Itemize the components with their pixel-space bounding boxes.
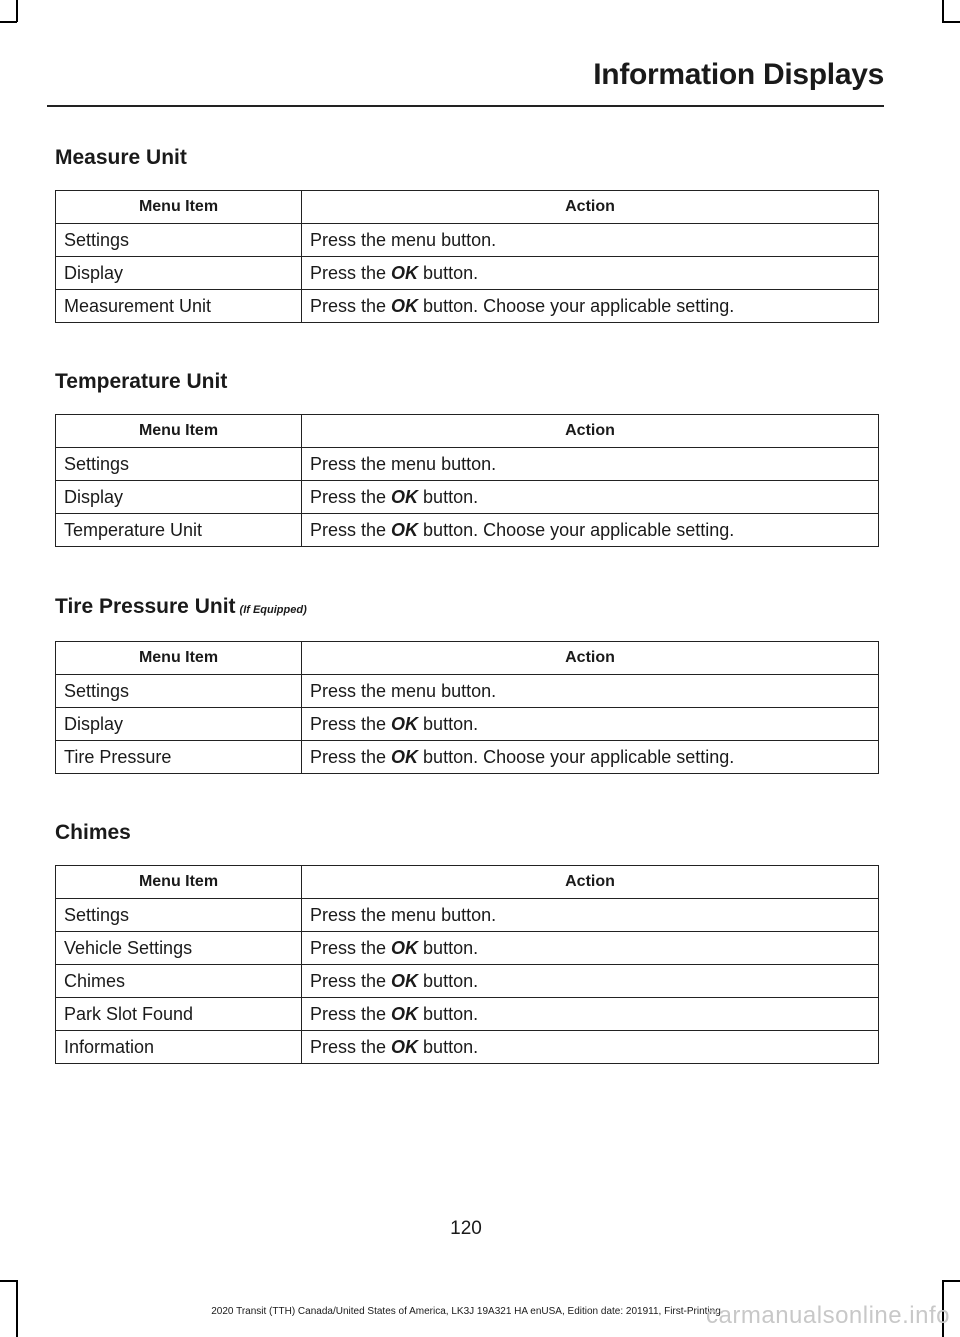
action-text-suffix: button. <box>418 486 479 507</box>
column-header-menu-item: Menu Item <box>56 415 302 448</box>
column-header-action: Action <box>302 866 879 899</box>
ok-button-label: OK <box>391 970 419 991</box>
menu-item-cell: Measurement Unit <box>56 290 302 323</box>
action-cell <box>302 224 879 257</box>
action-text: Press the <box>310 937 392 958</box>
menu-item-cell: Display <box>56 257 302 290</box>
page-title: Information Displays <box>593 58 884 91</box>
menu-item-cell: Settings <box>56 224 302 257</box>
menu-item-cell: Settings <box>56 899 302 932</box>
ok-button-label: OK <box>391 262 419 283</box>
action-text: Press the <box>310 970 392 991</box>
action-cell <box>302 514 879 547</box>
action-cell <box>302 448 879 481</box>
action-cell <box>302 675 879 708</box>
action-text-suffix: button. Choose your applicable setting. <box>418 746 735 767</box>
ok-button-label: OK <box>391 295 419 316</box>
section-title-text: Temperature Unit <box>55 370 228 393</box>
menu-item-cell: Vehicle Settings <box>56 932 302 965</box>
action-cell <box>302 481 879 514</box>
action-cell <box>302 741 879 774</box>
crop-mark-bottom-left-horizontal <box>0 1280 17 1282</box>
action-text: Press the menu button. <box>310 229 497 250</box>
table-row <box>56 998 879 1031</box>
column-header-menu-item: Menu Item <box>56 642 302 675</box>
table-row <box>56 290 879 323</box>
action-text-suffix: button. <box>418 937 479 958</box>
action-cell <box>302 257 879 290</box>
ok-button-label: OK <box>391 519 419 540</box>
watermark: carmanualsonline.info <box>706 1302 950 1329</box>
menu-item-cell: Information <box>56 1031 302 1064</box>
menu-item-cell: Park Slot Found <box>56 998 302 1031</box>
action-text: Press the <box>310 1036 392 1057</box>
action-text: Press the menu button. <box>310 680 497 701</box>
table-row <box>56 1031 879 1064</box>
ok-button-label: OK <box>391 937 419 958</box>
ok-button-label: OK <box>391 1036 419 1057</box>
action-text: Press the menu button. <box>310 904 497 925</box>
table-row <box>56 224 879 257</box>
column-header-action: Action <box>302 415 879 448</box>
menu-item-cell: Display <box>56 708 302 741</box>
menu-item-cell: Tire Pressure <box>56 741 302 774</box>
table-row <box>56 741 879 774</box>
header-divider <box>47 105 884 107</box>
action-text: Press the <box>310 1003 392 1024</box>
ok-button-label: OK <box>391 1003 419 1024</box>
action-text-suffix: button. <box>418 262 479 283</box>
if-equipped-note: (If Equipped) <box>239 604 307 616</box>
table-header-row <box>56 415 879 448</box>
section-title-text: Tire Pressure Unit <box>55 595 236 618</box>
table-row <box>56 481 879 514</box>
action-text-suffix: button. <box>418 1003 479 1024</box>
action-text-suffix: button. Choose your applicable setting. <box>418 519 735 540</box>
menu-item-cell: Settings <box>56 448 302 481</box>
action-text: Press the <box>310 713 392 734</box>
action-text: Press the <box>310 519 392 540</box>
menu-item-cell: Chimes <box>56 965 302 998</box>
action-cell <box>302 932 879 965</box>
ok-button-label: OK <box>391 746 419 767</box>
section-title-measure-unit <box>55 146 187 170</box>
table-row <box>56 965 879 998</box>
crop-mark-top-left-vertical <box>16 0 18 22</box>
action-text: Press the <box>310 746 392 767</box>
action-text: Press the <box>310 295 392 316</box>
table-header-row <box>56 642 879 675</box>
ok-button-label: OK <box>391 486 419 507</box>
action-text-suffix: button. <box>418 1036 479 1057</box>
crop-mark-top-right-horizontal <box>942 21 960 23</box>
action-text-suffix: button. Choose your applicable setting. <box>418 295 735 316</box>
table-tire-pressure-unit <box>55 641 879 774</box>
section-title-temperature-unit <box>55 370 227 394</box>
table-row <box>56 257 879 290</box>
action-text: Press the <box>310 486 392 507</box>
action-cell <box>302 965 879 998</box>
footer-edition-text: 2020 Transit (TTH) Canada/United States of America, LK3J 19A321 HA enUSA, Edition date: 201911, First-Printing <box>211 1306 721 1317</box>
section-title-chimes <box>55 821 131 845</box>
menu-item-cell: Temperature Unit <box>56 514 302 547</box>
table-chimes <box>55 865 879 1064</box>
section-title-tire-pressure-unit <box>55 595 307 619</box>
column-header-action: Action <box>302 642 879 675</box>
menu-item-cell: Settings <box>56 675 302 708</box>
action-text: Press the menu button. <box>310 453 497 474</box>
page-number: 120 <box>450 1218 482 1239</box>
table-row <box>56 708 879 741</box>
table-temperature-unit <box>55 414 879 547</box>
table-row <box>56 448 879 481</box>
action-text-suffix: button. <box>418 970 479 991</box>
column-header-menu-item: Menu Item <box>56 866 302 899</box>
action-cell <box>302 708 879 741</box>
action-cell <box>302 290 879 323</box>
action-text: Press the <box>310 262 392 283</box>
section-title-text: Measure Unit <box>55 146 187 169</box>
table-header-row <box>56 866 879 899</box>
section-title-text: Chimes <box>55 821 131 844</box>
action-cell <box>302 1031 879 1064</box>
action-cell <box>302 998 879 1031</box>
table-row <box>56 675 879 708</box>
crop-mark-bottom-right-horizontal <box>942 1280 960 1282</box>
crop-mark-top-left-horizontal <box>0 21 17 23</box>
menu-item-cell: Display <box>56 481 302 514</box>
table-row <box>56 514 879 547</box>
table-measure-unit <box>55 190 879 323</box>
action-cell <box>302 899 879 932</box>
action-text-suffix: button. <box>418 713 479 734</box>
ok-button-label: OK <box>391 713 419 734</box>
crop-mark-top-right-vertical <box>942 0 944 22</box>
table-row <box>56 932 879 965</box>
table-row <box>56 899 879 932</box>
column-header-action: Action <box>302 191 879 224</box>
column-header-menu-item: Menu Item <box>56 191 302 224</box>
table-header-row <box>56 191 879 224</box>
